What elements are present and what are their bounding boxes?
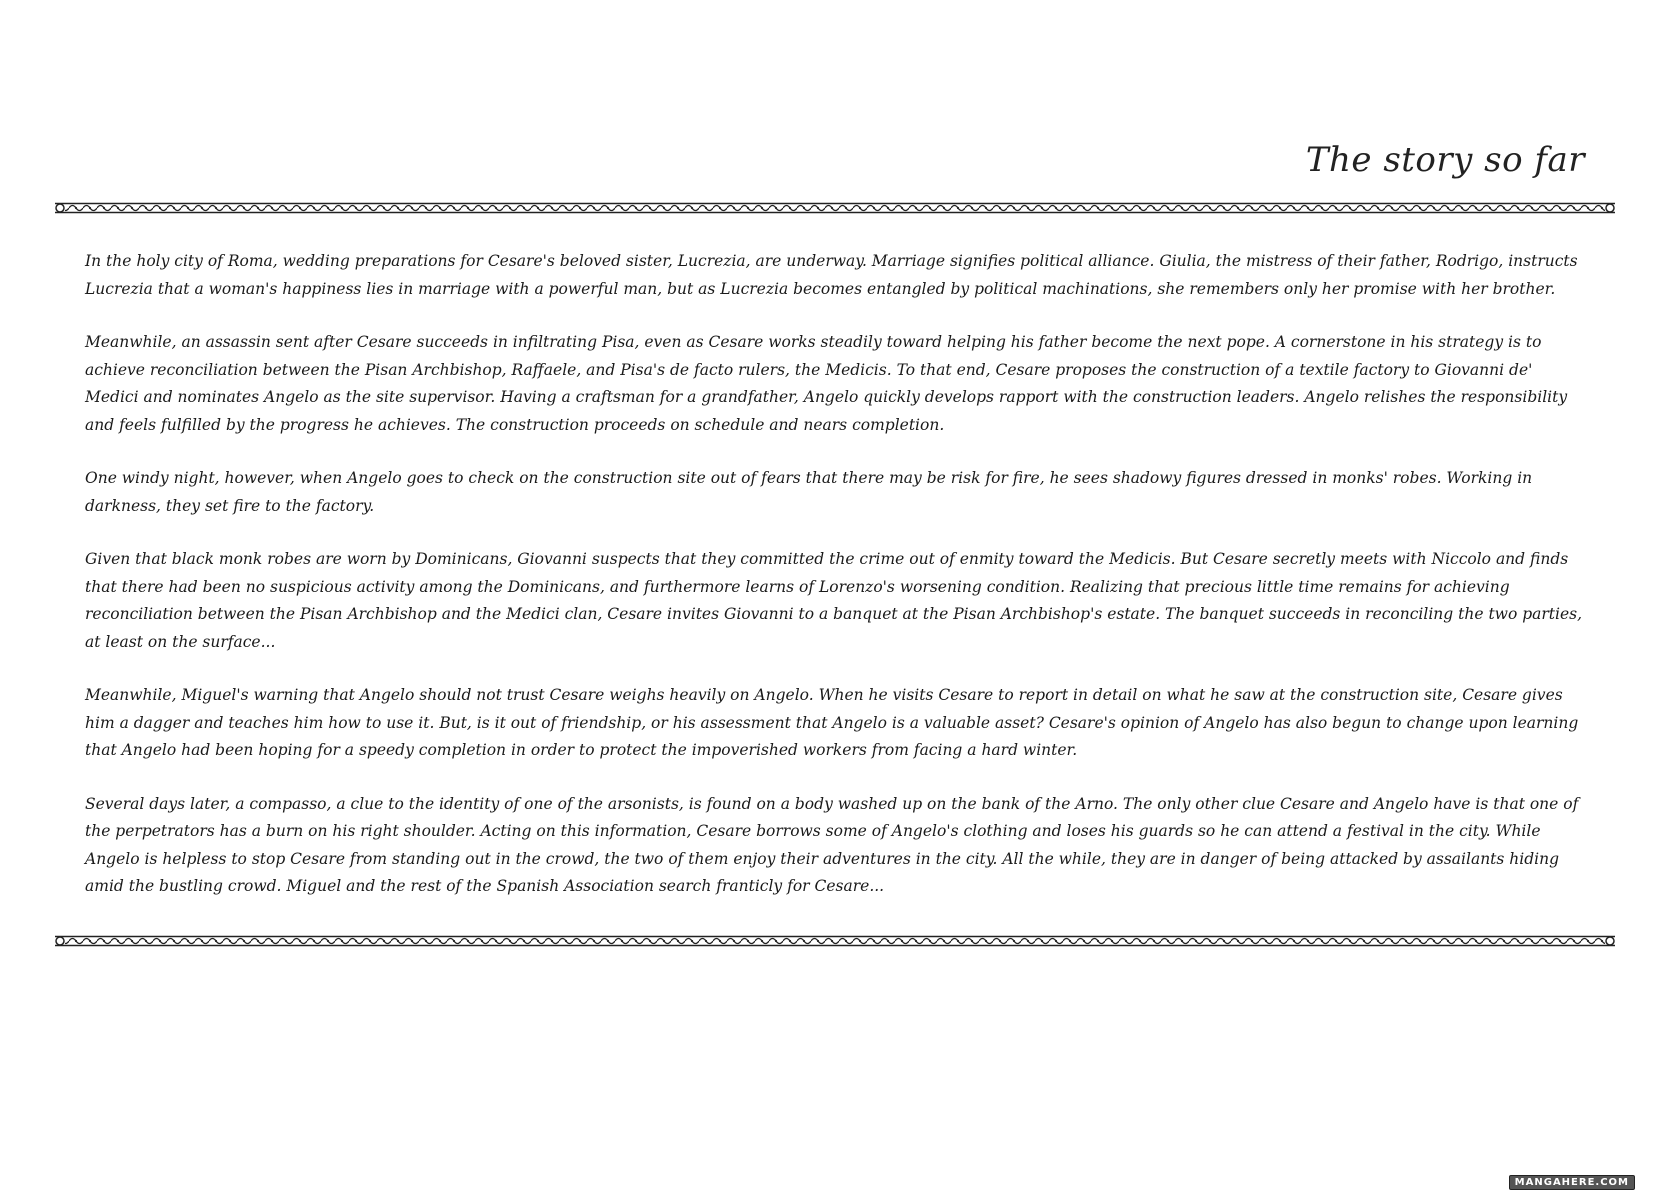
- ornamental-divider-bottom: [55, 935, 1615, 947]
- paragraph-3: One windy night, however, when Angelo goes to check on the construction site out of fears that there may be risk for fire, he sees shadowy figures dressed in monks' robes. Working in darkness, they set fire to the factory.: [85, 469, 1533, 515]
- paragraph-2: Meanwhile, an assassin sent after Cesare succeeds in infiltrating Pisa, even as Cesare works steadily toward helping his father become the next pope. A cornerstone in his strategy is to achieve reconciliation between the Pisan Archbishop, Raffaele, and Pisa's de facto rulers, the Medicis. To that end, Cesare proposes the construction of a textile factory to Giovanni de' Medici and nominates Angelo as the site supervisor. Having a craftsman for a grandfather, Angelo quickly develops rapport with the construction leaders. Angelo relishes the responsibility and feels fulfilled by the progress he achieves. The construction proceeds on schedule and nears completion.: [85, 333, 1568, 434]
- paragraph-6: Several days later, a compasso, a clue to the identity of one of the arsonists, is found on a body washed up on the bank of the Arno. The only other clue Cesare and Angelo have is that one of the perpetrators has a burn on his right shoulder. Acting on this information, Cesare borrows some of Angelo's clothing and loses his guards so he can attend a festival in the city. While Angelo is helpless to stop Cesare from standing out in the crowd, the two of them enjoy their adventures in the city. All the while, they are in danger of being attacked by assailants hiding amid the bustling crowd. Miguel and the rest of the Spanish Association search franticly for Cesare...: [85, 794, 1579, 895]
- site-watermark: MANGAHERE.COM: [1509, 1175, 1635, 1190]
- ornamental-divider-top: [55, 202, 1615, 214]
- paragraph-4: Given that black monk robes are worn by Dominicans, Giovanni suspects that they committed the crime out of enmity toward the Medicis. But Cesare secretly meets with Niccolo and finds that there had been no suspicious activity among the Dominicans, and furthermore learns of Lorenzo's worsening condition. Realizing that precious little time remains for achieving reconciliation between the Pisan Archbishop and the Medici clan, Cesare invites Giovanni to a banquet at the Pisan Archbishop's estate. The banquet succeeds in reconciling the two parties, at least on the surface...: [85, 550, 1583, 651]
- page-title: The story so far: [1305, 140, 1585, 180]
- story-summary: [85, 248, 1585, 927]
- paragraph-1: In the holy city of Roma, wedding preparations for Cesare's beloved sister, Lucrezia, are underway. Marriage signifies political alliance. Giulia, the mistress of their father, Rodrigo, instructs Lucrezia that a woman's happiness lies in marriage with a powerful man, but as Lucrezia becomes entangled by political machinations, she remembers only her promise with her brother.: [85, 252, 1578, 298]
- paragraph-5: Meanwhile, Miguel's warning that Angelo should not trust Cesare weighs heavily on Angelo. When he visits Cesare to report in detail on what he saw at the construction site, Cesare gives him a dagger and teaches him how to use it. But, is it out of friendship, or his assessment that Angelo is a valuable asset? Cesare's opinion of Angelo has also begun to change upon learning that Angelo had been hoping for a speedy completion in order to protect the impoverished workers from facing a hard winter.: [85, 686, 1579, 759]
